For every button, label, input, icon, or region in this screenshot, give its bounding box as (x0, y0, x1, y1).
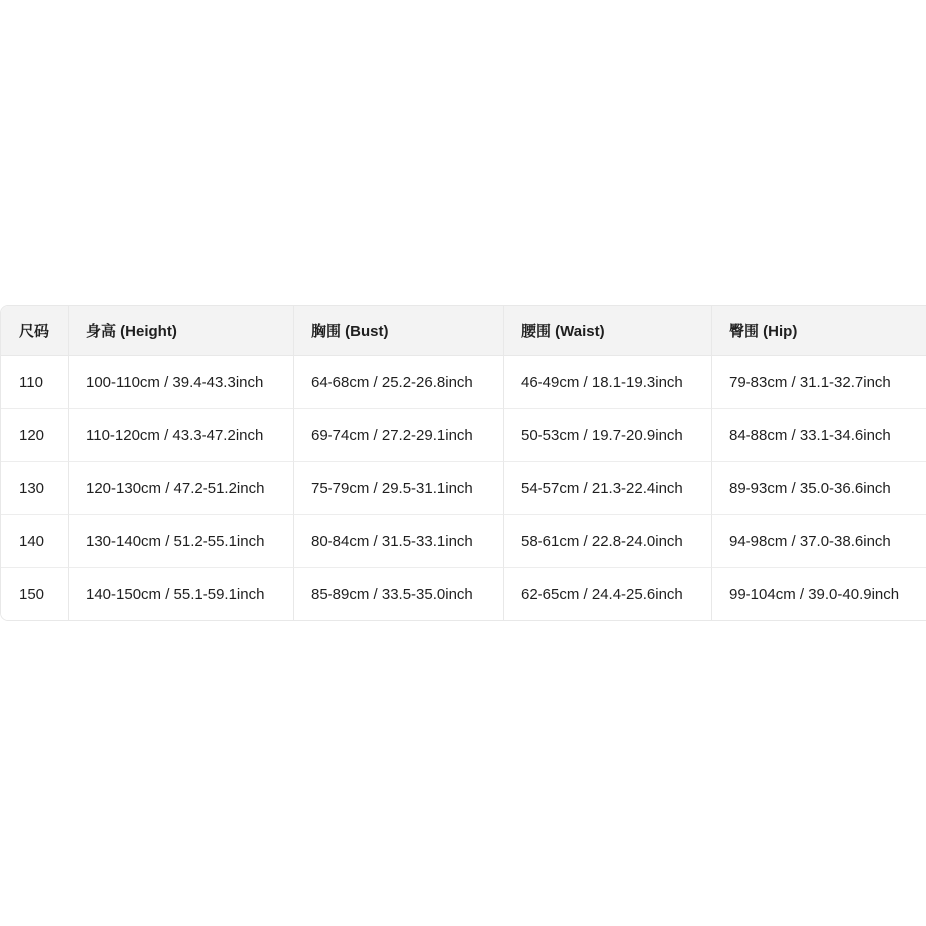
table-row (1, 356, 926, 409)
cell-height: 100-110cm / 39.4-43.3inch (69, 356, 294, 409)
cell-size: 150 (1, 568, 69, 620)
cell-waist: 50-53cm / 19.7-20.9inch (504, 409, 712, 462)
table-row (1, 462, 926, 515)
cell-height: 120-130cm / 47.2-51.2inch (69, 462, 294, 515)
size-chart (1, 306, 926, 620)
cell-height: 110-120cm / 43.3-47.2inch (69, 409, 294, 462)
table-row (1, 409, 926, 462)
cell-waist: 54-57cm / 21.3-22.4inch (504, 462, 712, 515)
cell-bust: 69-74cm / 27.2-29.1inch (294, 409, 504, 462)
size-chart-table (0, 305, 926, 621)
column-header-height: 身高 (Height) (69, 306, 294, 356)
cell-size: 140 (1, 515, 69, 568)
cell-hip: 84-88cm / 33.1-34.6inch (712, 409, 926, 462)
cell-bust: 80-84cm / 31.5-33.1inch (294, 515, 504, 568)
cell-size: 130 (1, 462, 69, 515)
table-row (1, 568, 926, 620)
cell-size: 120 (1, 409, 69, 462)
column-header-bust: 胸围 (Bust) (294, 306, 504, 356)
cell-hip: 89-93cm / 35.0-36.6inch (712, 462, 926, 515)
cell-hip: 94-98cm / 37.0-38.6inch (712, 515, 926, 568)
table-row (1, 515, 926, 568)
cell-height: 130-140cm / 51.2-55.1inch (69, 515, 294, 568)
cell-height: 140-150cm / 55.1-59.1inch (69, 568, 294, 620)
cell-size: 110 (1, 356, 69, 409)
cell-waist: 58-61cm / 22.8-24.0inch (504, 515, 712, 568)
cell-hip: 79-83cm / 31.1-32.7inch (712, 356, 926, 409)
cell-waist: 62-65cm / 24.4-25.6inch (504, 568, 712, 620)
column-header-waist: 腰围 (Waist) (504, 306, 712, 356)
column-header-hip: 臀围 (Hip) (712, 306, 926, 356)
cell-bust: 85-89cm / 33.5-35.0inch (294, 568, 504, 620)
column-header-size: 尺码 (1, 306, 69, 356)
cell-bust: 75-79cm / 29.5-31.1inch (294, 462, 504, 515)
cell-bust: 64-68cm / 25.2-26.8inch (294, 356, 504, 409)
cell-hip: 99-104cm / 39.0-40.9inch (712, 568, 926, 620)
cell-waist: 46-49cm / 18.1-19.3inch (504, 356, 712, 409)
table-header-row (1, 306, 926, 356)
